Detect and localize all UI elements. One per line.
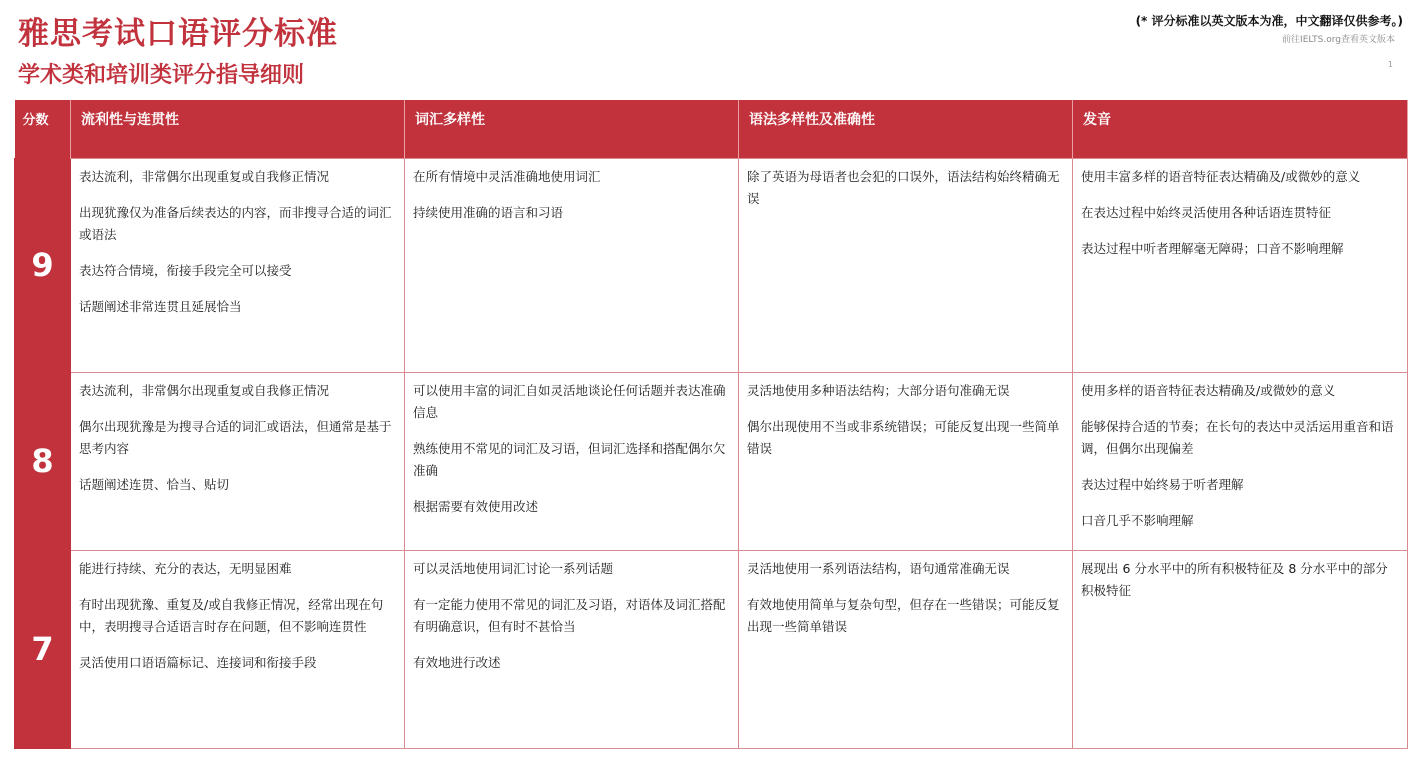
page-subtitle: 学术类和培训类评分指导细则: [18, 63, 305, 88]
pronunciation-cell: [1073, 550, 1408, 748]
descriptor: 偶尔出现犹豫是为搜寻合适的词汇或语法，但通常是基于思考内容: [79, 418, 392, 456]
descriptor: 展现出 6 分水平中的所有积极特征及 8 分水平中的部分积极特征: [1081, 560, 1388, 598]
grammar-cell: [739, 158, 1073, 372]
translation-note: (* 评分标准以英文版本为准，中文翻译仅供参考。): [1135, 14, 1403, 28]
descriptor: 在所有情境中灵活准确地使用词汇: [413, 168, 601, 184]
grammar-cell: [739, 372, 1073, 550]
descriptor: 口音几乎不影响理解: [1081, 512, 1194, 528]
table-row-band-8: [15, 372, 1408, 550]
lexical-cell: [405, 158, 739, 372]
band-score: 9: [15, 158, 71, 372]
fluency-cell: [71, 550, 405, 748]
descriptor: 话题阐述连贯、恰当、贴切: [79, 476, 230, 492]
descriptor: 灵活地使用多种语法结构；大部分语句准确无误: [747, 382, 1010, 398]
pronunciation-cell: [1073, 158, 1408, 372]
descriptor: 使用多样的语音特征表达精确及/或微妙的意义: [1081, 382, 1336, 398]
rubric-table: [14, 100, 1408, 749]
grammar-cell: [739, 550, 1073, 748]
band-score: 8: [15, 372, 71, 550]
descriptor: 表达流利，非常偶尔出现重复或自我修正情况: [79, 382, 330, 398]
descriptor: 出现犹豫仅为准备后续表达的内容，而非搜寻合适的词汇或语法: [79, 204, 392, 242]
descriptor: 可以灵活地使用词汇讨论一系列话题: [413, 560, 614, 576]
descriptor: 能够保持合适的节奏；在长句的表达中灵活运用重音和语调，但偶尔出现偏差: [1081, 418, 1394, 456]
descriptor: 根据需要有效使用改述: [413, 498, 539, 514]
fluency-cell: [71, 158, 405, 372]
descriptor: 偶尔出现使用不当或非系统错误；可能反复出现一些简单错误: [747, 418, 1060, 456]
pronunciation-cell: [1073, 372, 1408, 550]
descriptor: 有时出现犹豫、重复及/或自我修正情况，经常出现在句中，表明搜寻合适语言时存在问题，但不影响连贯性: [79, 596, 384, 634]
descriptor: 在表达过程中始终灵活使用各种话语连贯特征: [1081, 204, 1332, 220]
page-number: 1: [1387, 60, 1393, 69]
descriptor: 能进行持续、充分的表达，无明显困难: [79, 560, 292, 576]
descriptor: 除了英语为母语者也会犯的口误外，语法结构始终精确无误: [747, 168, 1060, 206]
descriptor: 有效地进行改述: [413, 654, 501, 670]
descriptor: 灵活地使用一系列语法结构，语句通常准确无误: [747, 560, 1010, 576]
table-header-row: [15, 100, 1408, 158]
header-lexical: 词汇多样性: [405, 100, 739, 158]
descriptor: 表达流利，非常偶尔出现重复或自我修正情况: [79, 168, 330, 184]
descriptor: 使用丰富多样的语音特征表达精确及/或微妙的意义: [1081, 168, 1361, 184]
fluency-cell: [71, 372, 405, 550]
band-score: 7: [15, 550, 71, 748]
english-version-link[interactable]: 前往IELTS.org查看英文版本: [1282, 35, 1395, 45]
header-fluency: 流利性与连贯性: [71, 100, 405, 158]
header-grammar: 语法多样性及准确性: [739, 100, 1073, 158]
lexical-cell: [405, 550, 739, 748]
descriptor: 话题阐述非常连贯且延展恰当: [79, 298, 242, 314]
descriptor: 熟练使用不常见的词汇及习语，但词汇选择和搭配偶尔欠准确: [413, 440, 726, 478]
descriptor: 灵活使用口语语篇标记、连接词和衔接手段: [79, 654, 317, 670]
descriptor: 持续使用准确的语言和习语: [413, 204, 564, 220]
lexical-cell: [405, 372, 739, 550]
header-pronunciation: 发音: [1073, 100, 1408, 158]
descriptor: 可以使用丰富的词汇自如灵活地谈论任何话题并表达准确信息: [413, 382, 726, 420]
descriptor: 有效地使用简单与复杂句型，但存在一些错误；可能反复出现一些简单错误: [747, 596, 1060, 634]
page-title: 雅思考试口语评分标准: [18, 16, 338, 52]
header-score: 分数: [15, 100, 71, 158]
table-row-band-7: [15, 550, 1408, 748]
table-row-band-9: [15, 158, 1408, 372]
descriptor: 表达过程中始终易于听者理解: [1081, 476, 1244, 492]
descriptor: 有一定能力使用不常见的词汇及习语，对语体及词汇搭配有明确意识，但有时不甚恰当: [413, 596, 726, 634]
descriptor: 表达符合情境，衔接手段完全可以接受: [79, 262, 292, 278]
descriptor: 表达过程中听者理解毫无障碍；口音不影响理解: [1081, 240, 1344, 256]
